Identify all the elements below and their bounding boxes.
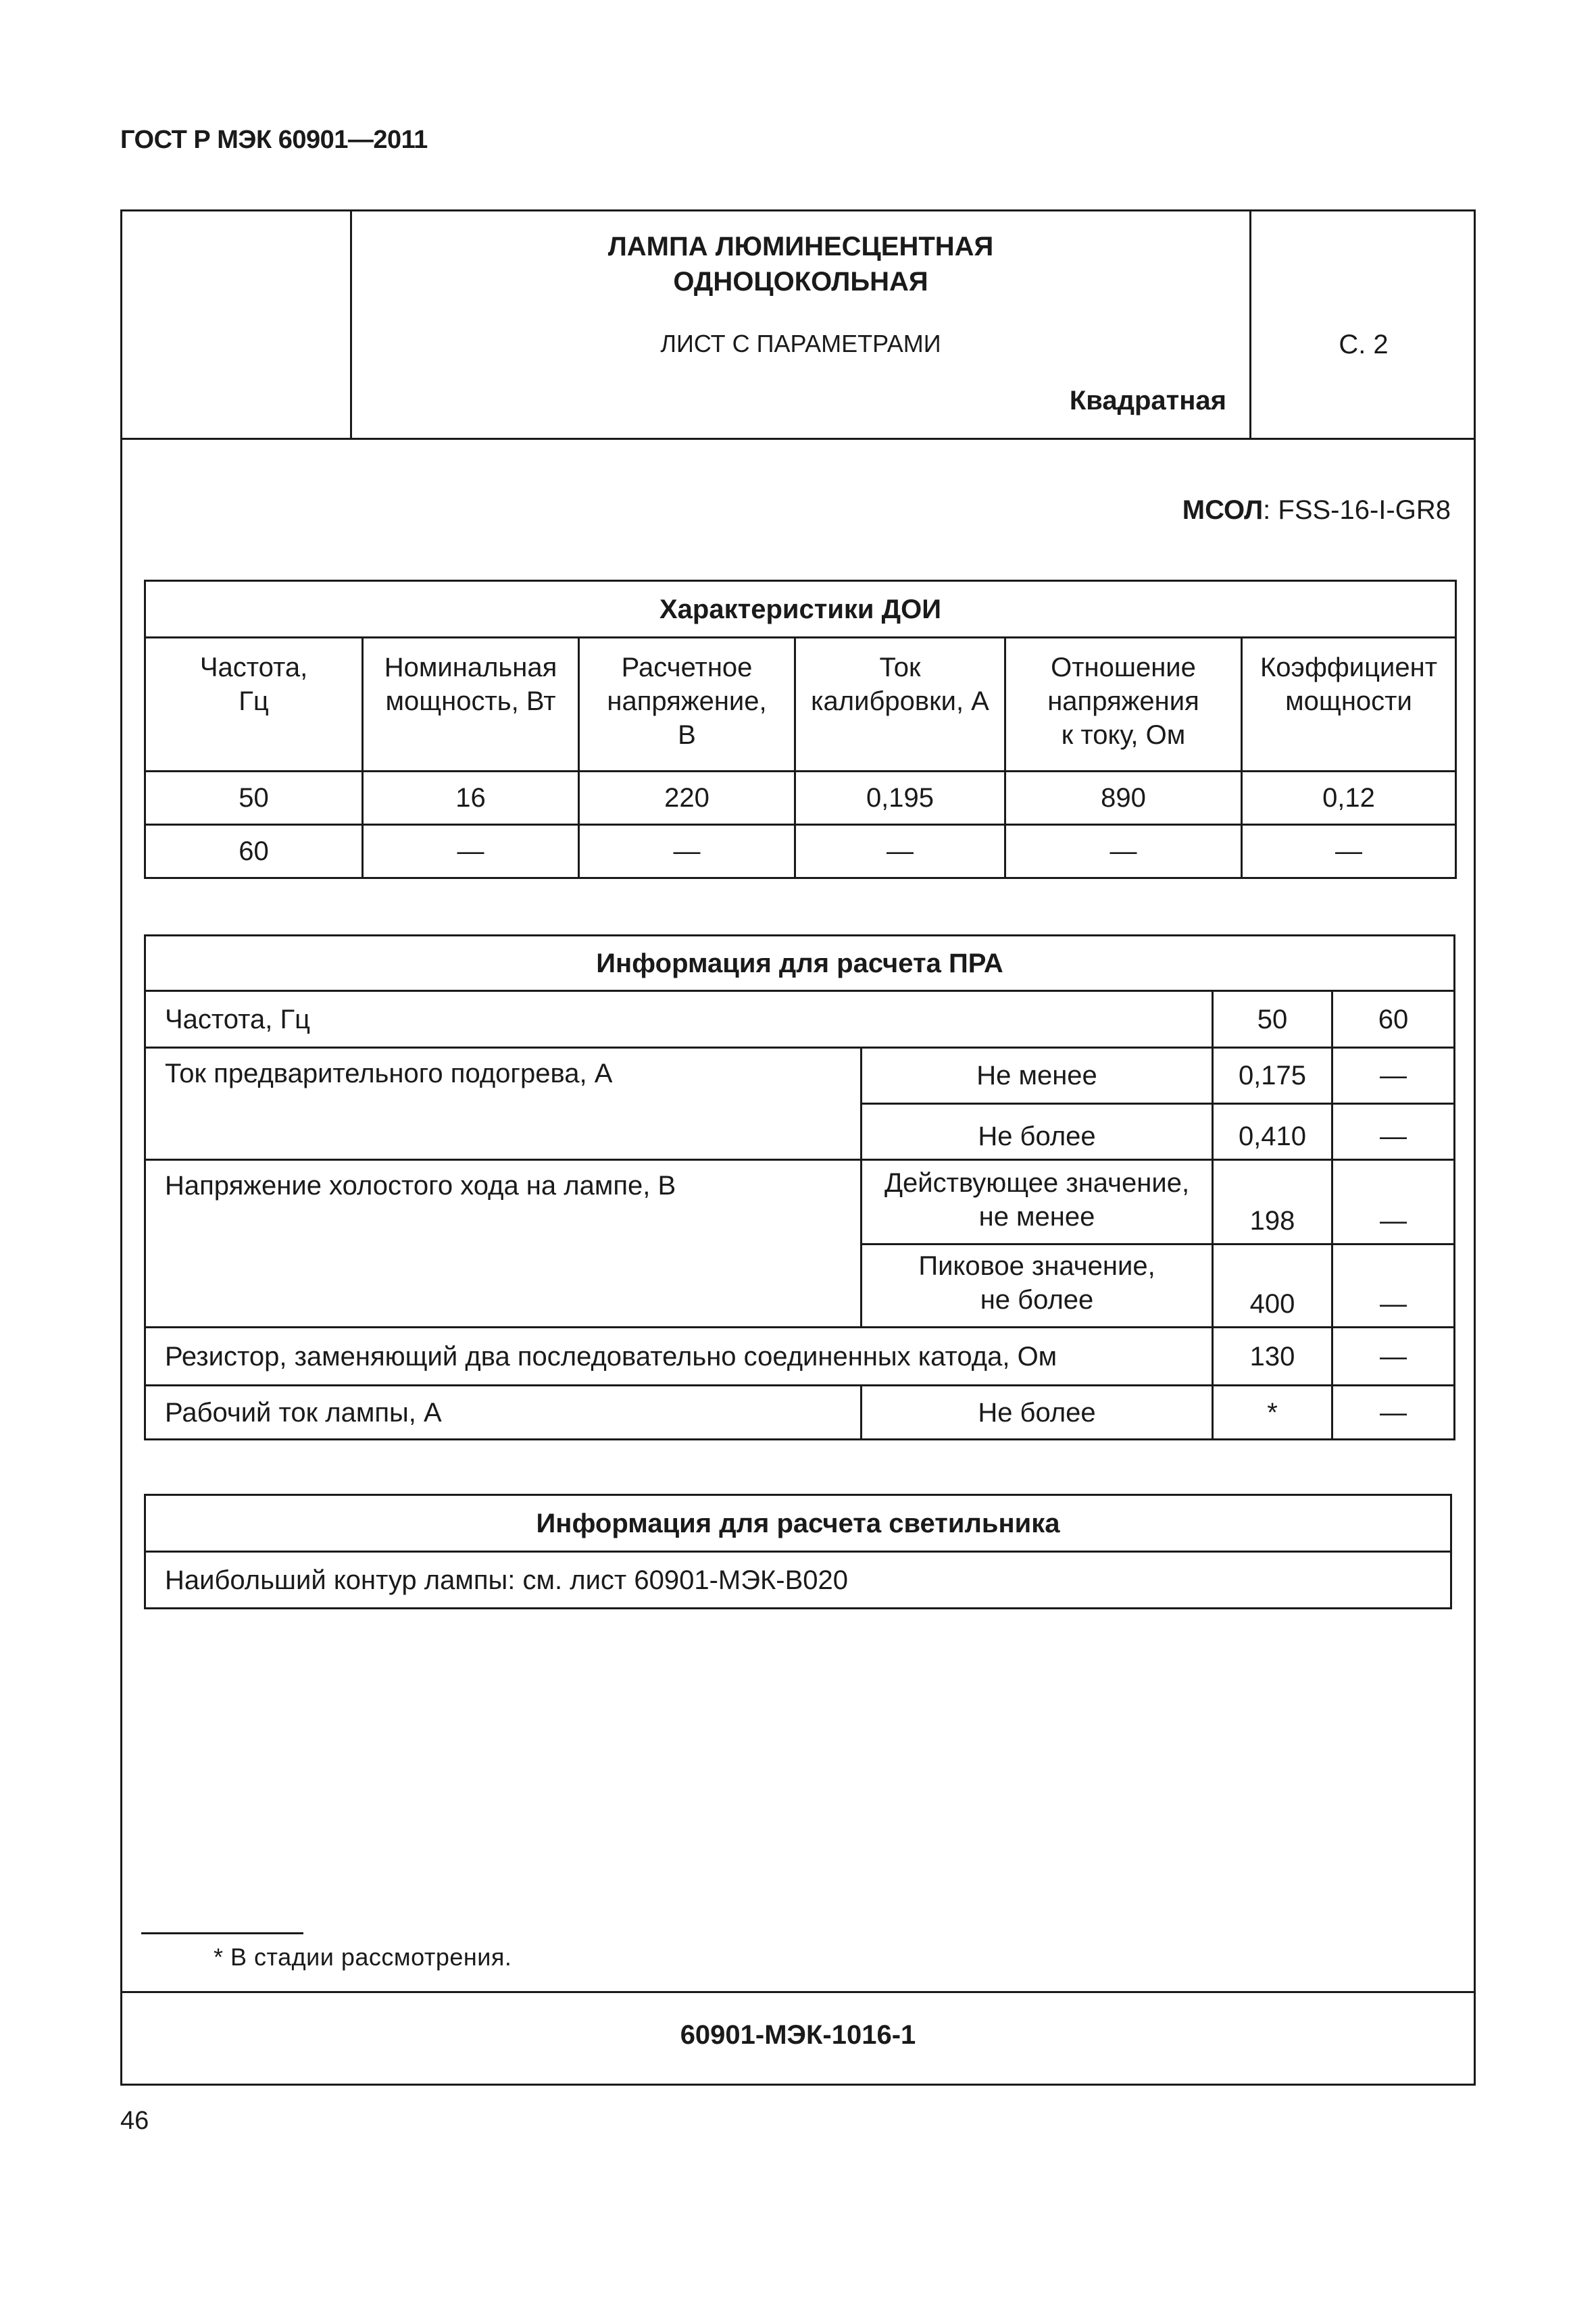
sheet-title-line1: ЛАМПА ЛЮМИНЕСЦЕНТНАЯ	[607, 232, 994, 261]
doi-data-row	[145, 825, 1456, 878]
preheat-min-60: —	[1332, 1048, 1455, 1104]
ocv-label: Напряжение холостого хода на лампе, В	[145, 1160, 862, 1328]
preheat-max-60: —	[1332, 1104, 1455, 1160]
preheat-max-50: 0,410	[1213, 1104, 1332, 1160]
doi-cell: —	[1005, 825, 1242, 878]
sheet-footer	[122, 1991, 1474, 2086]
doi-cell: —	[579, 825, 795, 878]
operating-current-60: —	[1332, 1386, 1455, 1440]
page-number: 46	[120, 2107, 149, 2135]
ocv-peak-50: 400	[1213, 1244, 1332, 1328]
doi-cell: 890	[1005, 772, 1242, 825]
preheat-min-label: Не менее	[862, 1048, 1213, 1104]
ocv-rms-50: 198	[1213, 1160, 1332, 1244]
freq-50: 50	[1213, 991, 1332, 1048]
doi-cell: 50	[145, 772, 363, 825]
ocv-rms-60: —	[1332, 1160, 1455, 1244]
doi-cell: 0,195	[795, 772, 1005, 825]
operating-current-row	[145, 1386, 1455, 1440]
operating-current-label: Рабочий ток лампы, А	[145, 1386, 862, 1440]
ocv-peak-60: —	[1332, 1244, 1455, 1328]
resistor-row	[145, 1328, 1455, 1386]
doi-col-header: Ток калибровки, А	[795, 638, 1005, 772]
ocv-rms-row	[145, 1160, 1455, 1244]
sheet-label: ЛИСТ С ПАРАМЕТРАМИ	[660, 330, 941, 357]
document-code: ГОСТ Р МЭК 60901—2011	[120, 126, 428, 154]
ballast-info-table	[144, 934, 1455, 1440]
doi-cell: 220	[579, 772, 795, 825]
designation-label: МСОЛ	[1182, 495, 1264, 525]
doi-col-header: Номинальная мощность, Вт	[363, 638, 579, 772]
preheat-label: Ток предварительного подогрева, А	[145, 1048, 862, 1160]
resistor-label: Резистор, заменяющий два последовательно соединенных катода, Ом	[145, 1328, 1213, 1386]
luminaire-table-title: Информация для расчета светильника	[145, 1495, 1451, 1552]
doi-col-header: Расчетное напряжение, В	[579, 638, 795, 772]
sheet-header	[122, 211, 1474, 440]
header-center-cell	[352, 211, 1249, 438]
doi-cell: —	[363, 825, 579, 878]
doi-characteristics-table	[144, 580, 1457, 879]
operating-current-cond: Не более	[862, 1386, 1213, 1440]
doi-table-title: Характеристики ДОИ	[145, 581, 1456, 638]
doi-cell: —	[1242, 825, 1456, 878]
freq-60: 60	[1332, 991, 1455, 1048]
preheat-min-50: 0,175	[1213, 1048, 1332, 1104]
lamp-shape: Квадратная	[1069, 386, 1226, 416]
footnote: * В стадии рассмотрения.	[214, 1943, 512, 1971]
luminaire-info-table	[144, 1494, 1452, 1609]
doi-cell: 0,12	[1242, 772, 1456, 825]
sheet-title-line2: ОДНОЦОКОЛЬНАЯ	[673, 267, 928, 297]
sheet-page-ref: С. 2	[1339, 330, 1389, 359]
ocv-peak-label: Пиковое значение, не более	[862, 1244, 1213, 1328]
freq-label: Частота, Гц	[145, 991, 1213, 1048]
doi-col-header: Частота, Гц	[145, 638, 363, 772]
doi-col-header: Коэффициент мощности	[1242, 638, 1456, 772]
doi-cell: 60	[145, 825, 363, 878]
preheat-max-label: Не более	[862, 1104, 1213, 1160]
luminaire-contour-row: Наибольший контур лампы: см. лист 60901-МЭК-В020	[145, 1552, 1451, 1609]
resistor-50: 130	[1213, 1328, 1332, 1386]
doi-cell: 16	[363, 772, 579, 825]
footnote-rule	[141, 1932, 303, 1934]
preheat-min-row	[145, 1048, 1455, 1104]
sheet-code: 60901-МЭК-1016-1	[680, 2020, 916, 2050]
doi-header-row	[145, 638, 1456, 772]
header-left-cell	[122, 211, 352, 438]
designation-line	[1182, 495, 1451, 526]
ocv-rms-label: Действующее значение, не менее	[862, 1160, 1213, 1244]
doi-col-header: Отношение напряжения к току, Ом	[1005, 638, 1242, 772]
resistor-60: —	[1332, 1328, 1455, 1386]
operating-current-50: *	[1213, 1386, 1332, 1440]
sheet-frame	[120, 209, 1476, 2086]
doi-data-row	[145, 772, 1456, 825]
header-right-cell	[1249, 211, 1476, 438]
designation-value: : FSS-16-I-GR8	[1263, 495, 1451, 525]
ballast-table-title: Информация для расчета ПРА	[145, 936, 1455, 991]
doi-cell: —	[795, 825, 1005, 878]
freq-row	[145, 991, 1455, 1048]
